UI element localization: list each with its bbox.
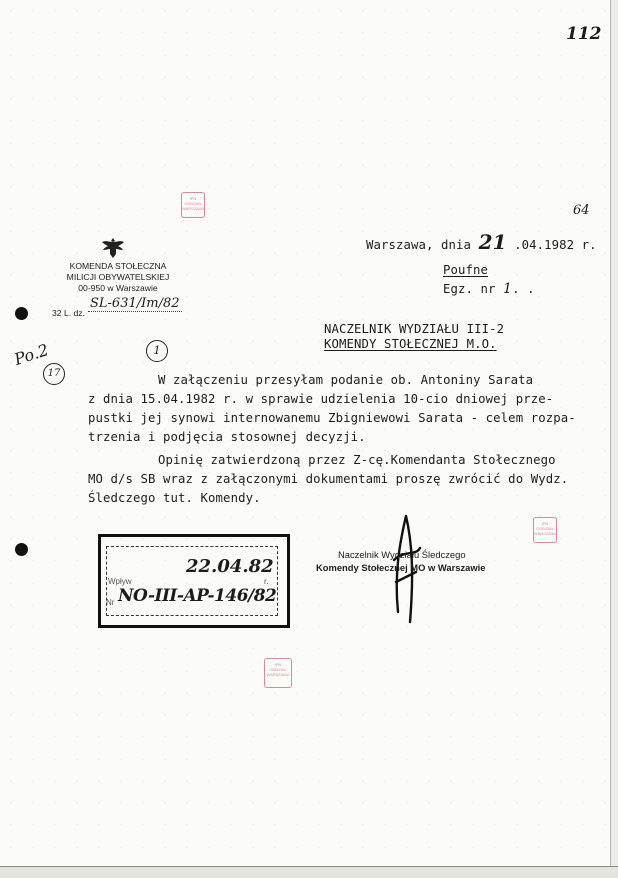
- body-line: trzenia i podjęcia stosownej decyzji.: [88, 430, 366, 444]
- copy-suffix: . .: [512, 282, 535, 296]
- registry-date-label: Wpływ: [108, 577, 132, 586]
- date-day: 21: [478, 230, 507, 254]
- institution-subname: MILICJI OBYWATELSKIEJ: [66, 272, 170, 282]
- reference-number: SL-631/Im/82: [90, 296, 180, 311]
- date-place: Warszawa, dnia: [366, 238, 472, 252]
- ipn-stamp-line: WARSZAWA: [182, 206, 206, 211]
- ipn-stamp-line: WARSZAWA: [534, 531, 558, 536]
- body-line: z dnia 15.04.1982 r. w sprawie udzielenia 10-cio dniowej prze-: [88, 392, 554, 406]
- ipn-stamp: [181, 192, 205, 218]
- copy-number: [443, 281, 535, 297]
- institution-address: 00-950 w Warszawie: [78, 283, 158, 293]
- circled-number: 1: [146, 340, 168, 362]
- date-rest: .04.1982 r.: [514, 238, 597, 252]
- ipn-stamp-line: ODDZIAŁ: [269, 667, 287, 672]
- scan-right-edge: [610, 0, 618, 866]
- body-line: Śledczego tut. Komendy.: [88, 491, 261, 505]
- body-line: W załączeniu przesyłam podanie ob. Antoniny Sarata: [158, 373, 534, 387]
- punch-hole-top: [15, 307, 28, 320]
- institution-name: KOMENDA STOŁECZNA: [69, 261, 167, 271]
- handwritten-number: 64: [573, 203, 590, 218]
- date-line: [366, 230, 597, 254]
- signature-line2: Komendy Stołecznej MO w Warszawie: [316, 562, 486, 573]
- ipn-stamp-line: IPN: [189, 196, 197, 201]
- registry-r-suffix: r.: [264, 577, 269, 586]
- classification-label: Poufne: [443, 263, 489, 277]
- circled-number: 17: [43, 363, 65, 385]
- registry-date-value: 22.04.82: [186, 556, 274, 577]
- ipn-stamp-line: IPN: [274, 662, 282, 667]
- reference-prefix: 32 L. dz.: [52, 308, 85, 318]
- copy-no: 1: [503, 281, 513, 297]
- body-line: pustki jej synowi internowanemu Zbigniewowi Sarata - celem rozpa-: [88, 411, 576, 425]
- ipn-stamp: [264, 658, 292, 688]
- addressee-line2: KOMENDY STOŁECZNEJ M.O.: [324, 337, 497, 351]
- ipn-stamp-line: ODDZIAŁ: [536, 526, 554, 531]
- registry-nr-value: NO-III-AP-146/82: [118, 586, 277, 606]
- eagle-emblem-icon: [100, 236, 126, 260]
- ipn-stamp-line: IPN: [541, 521, 549, 526]
- margin-note: Po.2: [11, 340, 51, 369]
- addressee-line1: NACZELNIK WYDZIAŁU III-2: [324, 322, 505, 336]
- page-number: 112: [566, 24, 602, 44]
- signature-line1: Naczelnik Wydziału Śledczego: [338, 549, 466, 560]
- body-line: MO d/s SB wraz z załączonymi dokumentami proszę zwrócić do Wydz.: [88, 472, 569, 486]
- copy-prefix: Egz. nr: [443, 282, 496, 296]
- punch-hole-bottom: [15, 543, 28, 556]
- body-line: Opinię zatwierdzoną przez Z-cę.Komendanta Stołecznego: [158, 453, 556, 467]
- registry-nr-label: Nr: [106, 598, 115, 607]
- ipn-stamp: [533, 517, 557, 543]
- ipn-stamp-line: ODDZIAŁ: [184, 201, 202, 206]
- institution-header: [59, 261, 177, 294]
- scan-bottom-edge: [0, 866, 618, 878]
- ipn-stamp-line: WARSZAWA: [266, 672, 290, 677]
